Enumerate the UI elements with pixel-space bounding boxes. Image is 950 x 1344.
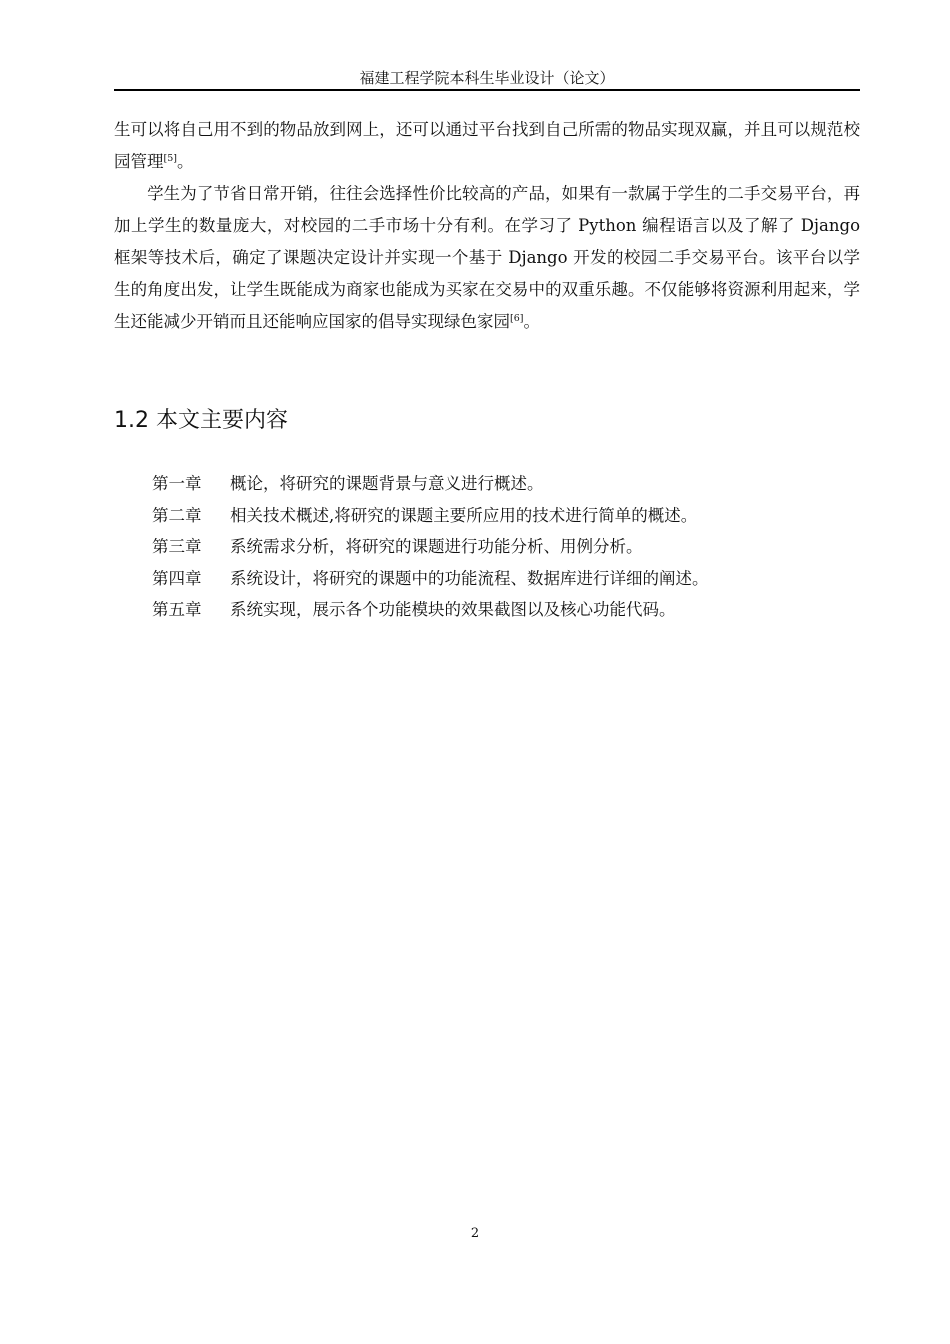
citation-ref: [5] bbox=[163, 153, 177, 164]
chapter-item bbox=[152, 468, 709, 500]
chapter-number: 第二章 bbox=[152, 505, 202, 525]
section-heading: 1.2 本文主要内容 bbox=[114, 408, 288, 433]
chapter-item bbox=[152, 531, 709, 563]
chapter-number: 第四章 bbox=[152, 568, 202, 588]
chapter-number: 第三章 bbox=[152, 537, 202, 556]
chapter-description: 相关技术概述,将研究的课题主要所应用的技术进行简单的概述。 bbox=[230, 505, 698, 525]
paragraph-background bbox=[114, 178, 860, 338]
chapter-description: 系统需求分析，将研究的课题进行功能分析、用例分析。 bbox=[230, 537, 643, 556]
chapter-list bbox=[152, 468, 709, 626]
chapter-description: 系统实现，展示各个功能模块的效果截图以及核心功能代码。 bbox=[230, 600, 676, 619]
paragraph-text: 生可以将自己用不到的物品放到网上，还可以通过平台找到自己所需的物品实现双赢，并且可以规范校园管理 bbox=[114, 120, 860, 171]
paragraph-end: 。 bbox=[176, 152, 194, 171]
citation-ref: [6] bbox=[510, 313, 524, 324]
chapter-number: 第一章 bbox=[152, 474, 202, 493]
chapter-description: 系统设计，将研究的课题中的功能流程、数据库进行详细的阐述。 bbox=[230, 568, 709, 588]
chapter-item bbox=[152, 563, 709, 595]
running-header: 福建工程学院本科生毕业设计（论文） bbox=[359, 69, 615, 87]
paragraph-text: 学生为了节省日常开销，往往会选择性价比较高的产品，如果有一款属于学生的二手交易平台，再加上学生的数量庞大，对校园的二手市场十分有利。在学习了 Python 编程语言以及了解了 Django 框架等技术后，确定了课题决定设计并实现一个基于 Django 开发的校园二手交易平台。该平台以学生的角度出发，让学生既能成为商家也能成为买家在交易中的双重乐趣。不仅能够将资源利用起来，学生还能减少开销而且还能响应国家的倡导实现绿色家园 bbox=[114, 184, 860, 331]
page-number: 2 bbox=[470, 1226, 480, 1241]
paragraph-continued bbox=[114, 114, 860, 178]
chapter-description: 概论，将研究的课题背景与意义进行概述。 bbox=[230, 474, 544, 493]
chapter-item bbox=[152, 500, 709, 532]
chapter-number: 第五章 bbox=[152, 600, 202, 619]
header-rule bbox=[114, 89, 860, 91]
paragraph-end: 。 bbox=[523, 312, 540, 331]
chapter-item bbox=[152, 594, 709, 626]
